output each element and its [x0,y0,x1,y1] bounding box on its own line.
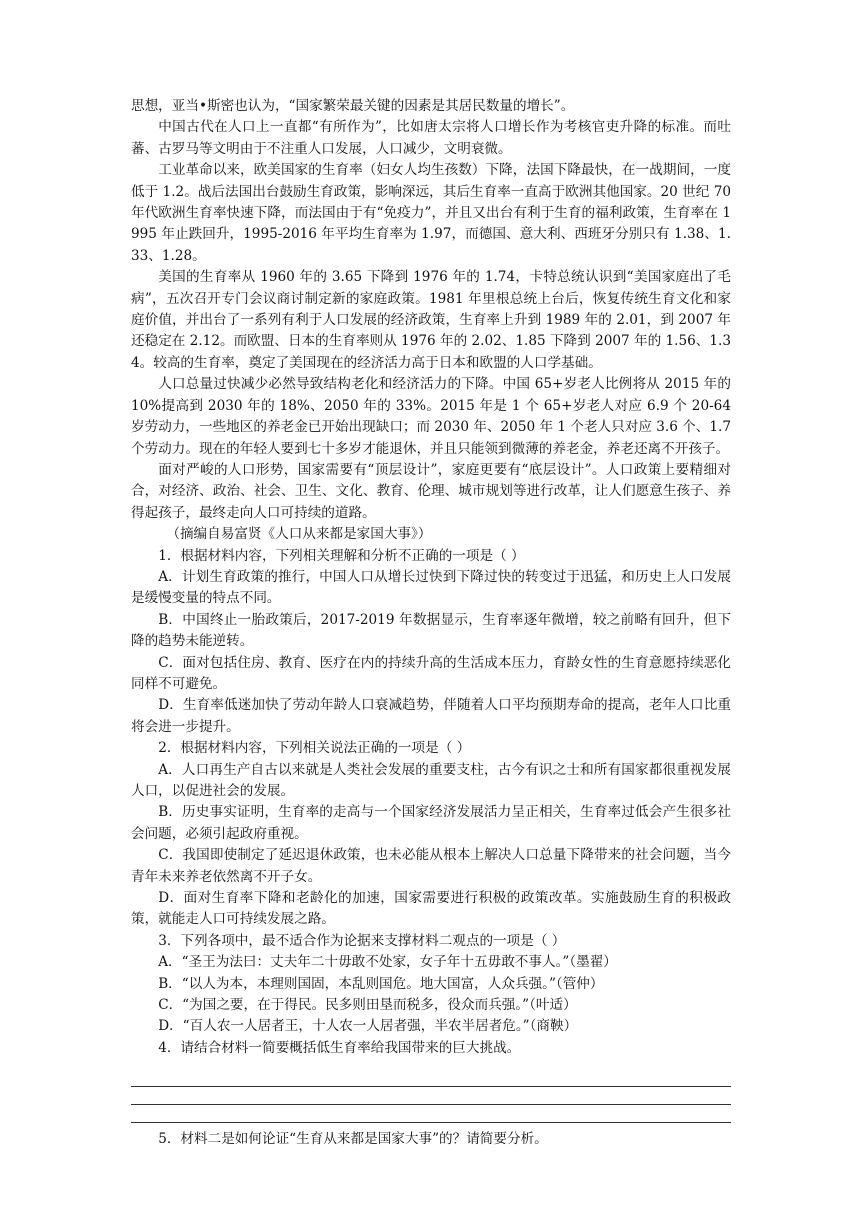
answer-line [131,1105,731,1123]
question-3-option-c: C．“为国之要，在于得民。民多则田垦而税多，役众而兵强。”（叶适） [158,997,577,1014]
question-2-option-d: D．面对生育率下降和老龄化的加速，国家需要进行积极的政策改革。实施鼓励生育的积极政策，就能走人口可持续发展之路。 [131,890,731,928]
question-1-option-b: B．中国终止一胎政策后，2017-2019 年数据显示，生育率逐年微增，较之前略有回升，但下降的趋势未能逆转。 [131,611,731,650]
question-3-option-b: B．“以人为本，本理则国固，本乱则国危。地大国富，人众兵强。”（管仲） [158,975,604,992]
question-1-option-c: C．面对包括住房、教育、医疗在内的持续升高的生活成本压力，育龄女性的生育意愿持续恶化同样不可避免。 [131,654,731,692]
paragraph-3: 工业革命以来，欧美国家的生育率（妇女人均生孩数）下降，法国下降最快，在一战期间，一度低于 1.2。战后法国出台鼓励生育政策，影响深远，其后生育率一直高于欧洲其他国家。20 世纪 70 年代欧洲生育率快速下降，而法国由于有“免疫力”，并且又出台有利于生育的福利政策，生育率在 1995 年止跌回升，1995-2016 年平均生育率为 1.97，而德国、意大利、西班牙分别只有 1.38、1.33、1.28。 [131,162,731,264]
question-1-option-a: A．计划生育政策的推行，中国人口从增长过快到下降过快的转变过于迅猛，和历史上人口发展是缓慢变量的特点不同。 [131,568,731,607]
question-5-stem: 5．材料二是如何论证“生育从来都是国家大事”的？请简要分析。 [158,1131,548,1148]
question-1-stem: 1．根据材料内容，下列相关理解和分析不正确的一项是（ ） [158,547,525,564]
question-2-stem: 2．根据材料内容，下列相关说法正确的一项是（ ） [158,740,471,757]
paragraph-2: 中国古代在人口上一直都“有所作为”，比如唐太宗将人口增长作为考核官吏升降的标准。而吐蕃、古罗马等文明由于不注重人口发展，人口减少，文明衰微。 [131,119,731,157]
question-4-stem: 4．请结合材料一简要概括低生育率给我国带来的巨大挑战。 [158,1039,521,1056]
question-3-stem: 3．下列各项中，最不适合作为论据来支撑材料二观点的一项是（ ） [158,932,566,949]
question-3-option-d: D．“百人农一人居者王，十人农一人居者强，半农半居者危。”（商鞅） [158,1018,578,1035]
question-2-option-b: B．历史事实证明，生育率的走高与一个国家经济发展活力呈正相关，生育率过低会产生很多社会问题，必须引起政府重视。 [131,804,731,842]
paragraph-1: 思想，亚当•斯密也认为，“国家繁荣最关键的因素是其居民数量的增长”。 [131,98,575,114]
paragraph-4: 美国的生育率从 1960 年的 3.65 下降到 1976 年的 1.74，卡特总统认识到“美国家庭出了毛病”，五次召开专门会议商讨制定新的家庭政策。1981 年里根总统上台后，恢复传统生育文化和家庭价值，并出台了一系列有利于人口发展的经济政策，生育率上升到 1989 年的 2.01，到 2007 年还稳定在 2.12。而欧盟、日本的生育率则从 1976 年的 2.02、1.85 下降到 2007 年的 1.56、1.34。较高的生育率，奠定了美国现在的经济活力高于日本和欧盟的人口学基础。 [131,269,731,371]
question-2-option-c: C．我国即使制定了延迟退休政策，也未必能从根本上解决人口总量下降带来的社会问题，当今青年未来养老依然离不开子女。 [131,847,731,885]
question-1-option-d: D．生育率低迷加快了劳动年龄人口衰减趋势，伴随着人口平均预期寿命的提高，老年人口比重将会进一步提升。 [131,697,731,735]
answer-line [131,1087,731,1105]
answer-area-q4[interactable] [131,1069,731,1123]
answer-line [131,1069,731,1087]
question-3-option-a: A．“圣王为法曰：丈夫年二十毋敢不处家，女子年十五毋敢不事人。”（墨翟） [158,954,617,971]
paragraph-5: 人口总量过快减少必然导致结构老化和经济活力的下降。中国 65+岁老人比例将从 2015 年的 10%提高到 2030 年的 18%、2050 年的 33%。2015 年是 1 个 65+岁老人对应 6.9 个 20-64 岁劳动力，一些地区的养老金已开始出现缺口；而 2030 年、2050 年 1 个老人只对应 3.6 个、1.7 个劳动力。现在的年轻人要到七十多岁才能退休，并且只能领到微薄的养老金，养老还离不开孩子。 [131,376,731,457]
paragraph-6: 面对严峻的人口形势，国家需要有“顶层设计”，家庭更要有“底层设计”。人口政策上要精细对合，对经济、政治、社会、卫生、文化、教育、伦理、城市规划等进行改革，让人们愿意生孩子、养得起孩子，最终走向人口可持续的道路。 [131,461,731,521]
source-citation: （摘编自易富贤《人口从来都是家国大事》） [166,526,432,543]
question-2-option-a: A．人口再生产自古以来就是人类社会发展的重要支柱，古今有识之士和所有国家都很重视发展人口，以促进社会的发展。 [131,761,731,799]
document-body [131,96,731,1151]
